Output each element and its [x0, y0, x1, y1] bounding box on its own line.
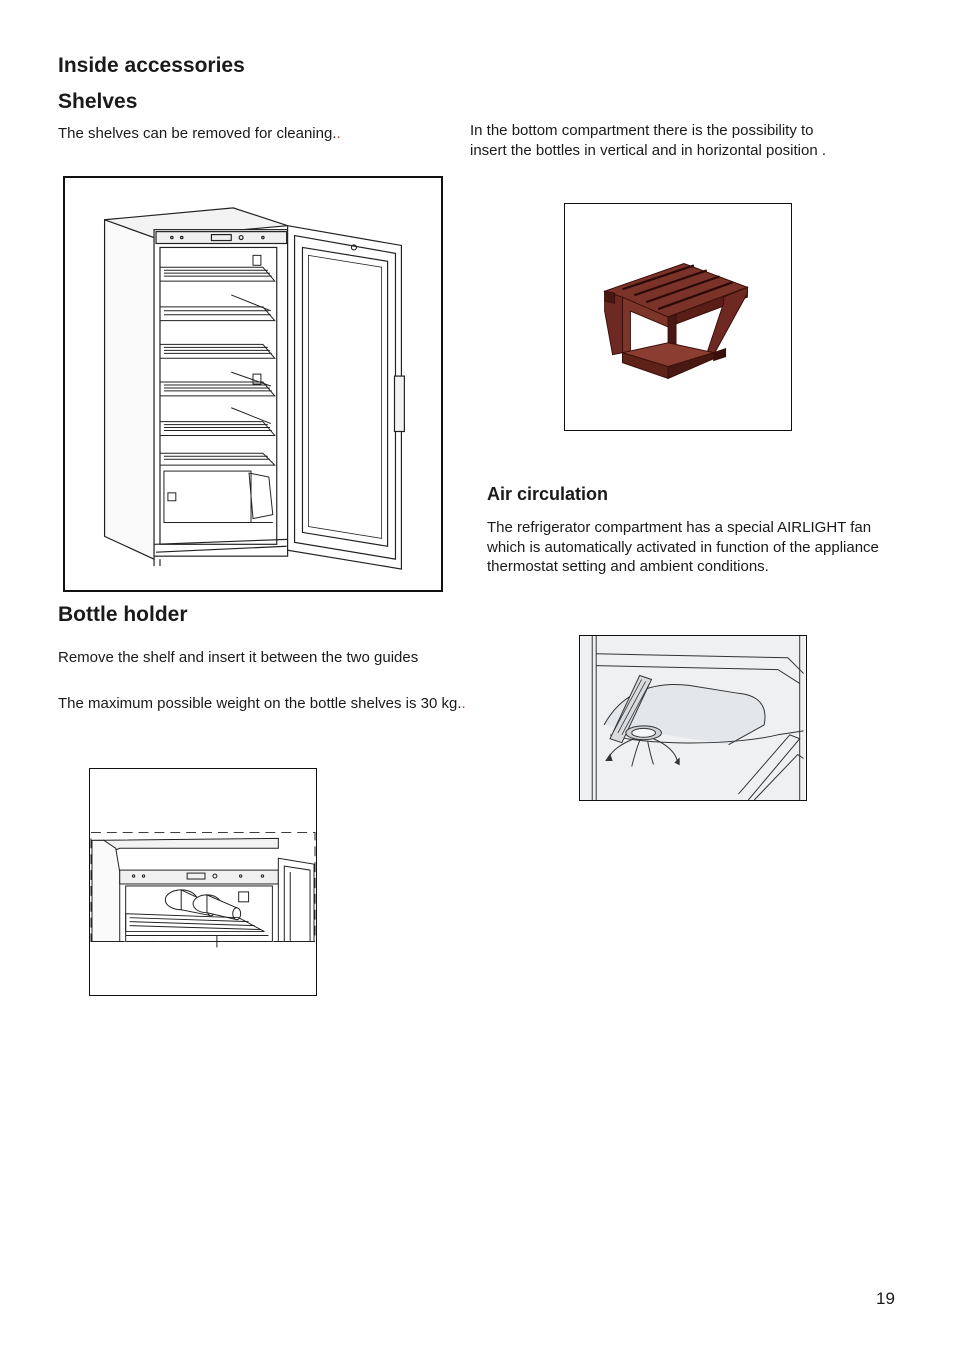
heading-bottle-holder: Bottle holder: [58, 603, 188, 626]
shelves-text-dot: .: [336, 125, 341, 142]
max-weight-paragraph: [58, 694, 478, 714]
bottle-rack-figure: [564, 203, 792, 431]
max-weight-text-dot: .: [461, 695, 466, 712]
airlight-fan-illustration: [580, 636, 806, 800]
airlight-fan-figure: [579, 635, 807, 801]
remove-shelf-paragraph: Remove the shelf and insert it between the two guides: [58, 649, 419, 666]
heading-air-circulation: Air circulation: [487, 484, 609, 504]
max-weight-text: The maximum possible weight on the bottle shelves is 30 kg.: [58, 695, 462, 712]
wine-cabinet-illustration: [65, 178, 441, 590]
shelves-text: The shelves can be removed for cleaning.: [58, 125, 337, 142]
shelves-paragraph: [58, 124, 438, 144]
bottle-holder-figure: [89, 768, 317, 996]
bottle-rack-illustration: [565, 204, 791, 430]
wine-cabinet-figure: [63, 176, 443, 592]
page-number: 19: [876, 1289, 895, 1308]
heading-shelves: Shelves: [58, 90, 138, 113]
bottom-compartment-paragraph: In the bottom compartment there is the possibility to insert the bottles in vertical and in horizontal position .: [470, 122, 827, 159]
air-circulation-paragraph: The refrigerator compartment has a special AIRLIGHT fan which is automatically activated in function of the appliance thermostat setting and ambient conditions.: [487, 519, 879, 575]
bottle-holder-illustration: [90, 769, 316, 995]
heading-inside-accessories: Inside accessories: [58, 54, 245, 77]
